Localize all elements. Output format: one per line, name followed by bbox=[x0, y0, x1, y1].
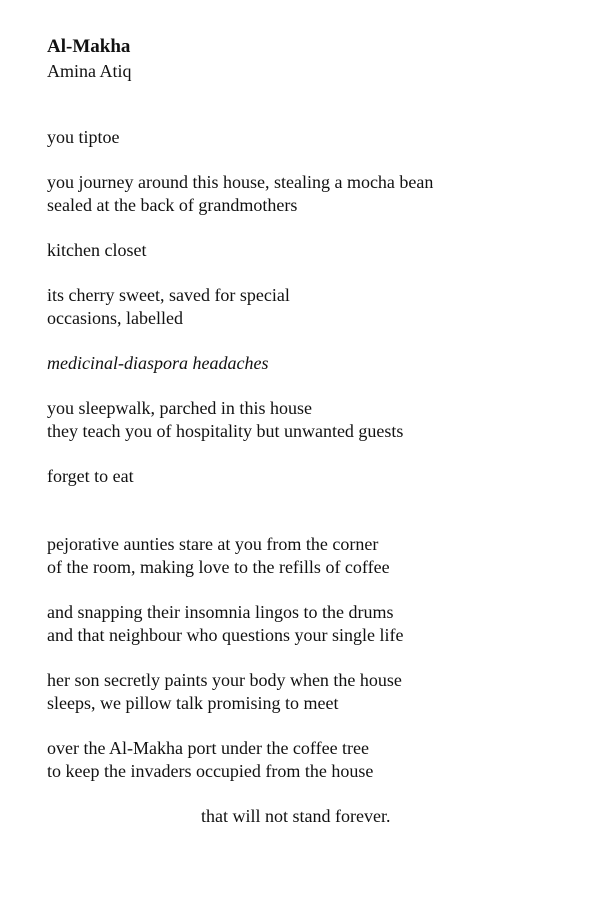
poem-line: pejorative aunties stare at you from the corner bbox=[47, 534, 379, 554]
poem-line: sleeps, we pillow talk promising to meet bbox=[47, 693, 339, 713]
stanza bbox=[47, 601, 567, 647]
poem-line: sealed at the back of grandmothers bbox=[47, 195, 298, 215]
stanza bbox=[47, 239, 567, 262]
stanza bbox=[47, 669, 567, 715]
stanza bbox=[47, 397, 567, 443]
stanza bbox=[47, 805, 567, 828]
poem-title: Al-Makha bbox=[47, 36, 131, 57]
poem-line: occasions, labelled bbox=[47, 308, 183, 328]
poem-line: of the room, making love to the refills of coffee bbox=[47, 557, 390, 577]
poem-line: they teach you of hospitality but unwanted guests bbox=[47, 421, 404, 441]
stanza bbox=[47, 352, 567, 375]
poem-line: to keep the invaders occupied from the house bbox=[47, 761, 374, 781]
poem-final-line: that will not stand forever. bbox=[201, 806, 391, 826]
stanza bbox=[47, 171, 567, 217]
stanza bbox=[47, 533, 567, 579]
poem-line: over the Al-Makha port under the coffee tree bbox=[47, 738, 370, 758]
stanza bbox=[47, 737, 567, 783]
poem-line: forget to eat bbox=[47, 466, 134, 486]
poem-line: her son secretly paints your body when the house bbox=[47, 670, 402, 690]
poem-line: its cherry sweet, saved for special bbox=[47, 285, 290, 305]
stanza bbox=[47, 284, 567, 330]
stanza bbox=[47, 126, 567, 149]
poem-line: you sleepwalk, parched in this house bbox=[47, 398, 312, 418]
poem-line: kitchen closet bbox=[47, 240, 147, 260]
stanza bbox=[47, 465, 567, 488]
poem-line: you tiptoe bbox=[47, 127, 120, 147]
poem-body bbox=[47, 126, 567, 850]
poem-line: and that neighbour who questions your single life bbox=[47, 625, 404, 645]
poem-line-italic: medicinal-diaspora headaches bbox=[47, 353, 269, 373]
poem-author: Amina Atiq bbox=[47, 61, 132, 81]
poem-line: and snapping their insomnia lingos to the drums bbox=[47, 602, 394, 622]
poem-line: you journey around this house, stealing a mocha bean bbox=[47, 172, 434, 192]
